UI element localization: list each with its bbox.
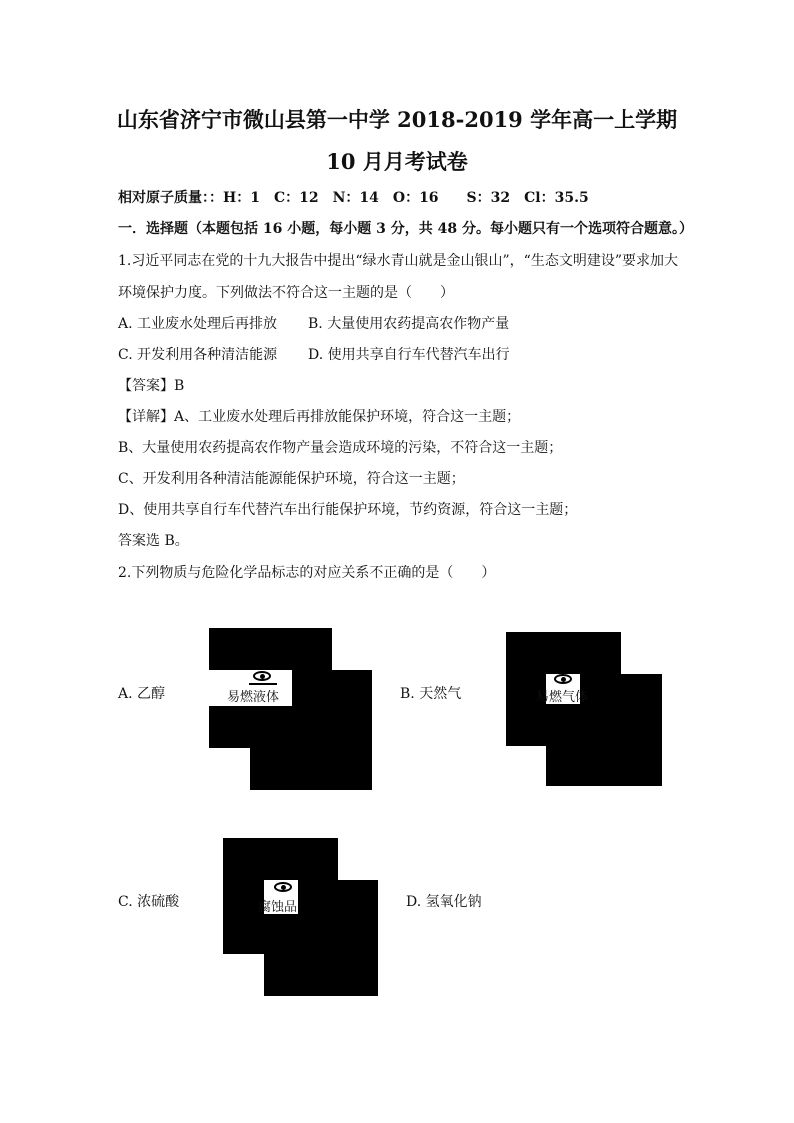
page-subtitle: 10 月月考试卷	[326, 149, 468, 174]
sign-c-label: 腐蚀品	[258, 900, 298, 915]
q1-explain-line4: D、使用共享自行车代替汽车出行能保护环境，节约资源，符合这一主题；	[118, 502, 578, 518]
atomic-mass-line: 相对原子质量：：H：1 C：12 N：14 O：16 S：32 Cl：35.5	[118, 190, 589, 206]
q2-option-c: C. 浓硫酸	[118, 894, 180, 910]
q1-stem-line1: 1.习近平同志在党的十九大报告中提出“绿水青山就是金山银山”，“生态文明建设”要求加大	[118, 253, 678, 269]
q1-option-c: C. 开发利用各种清洁能源	[118, 347, 278, 363]
q1-conclusion: 答案选 B。	[118, 533, 189, 549]
flame-icon	[253, 671, 271, 681]
q1-option-d: D. 使用共享自行车代替汽车出行	[308, 347, 510, 363]
flame-icon	[554, 674, 572, 684]
q1-explain-line1: 【详解】A、工业废水处理后再排放能保护环境，符合这一主题；	[118, 409, 521, 425]
sign-a-label: 易燃液体	[227, 690, 280, 705]
q1-explain-line3: C、开发利用各种清洁能源能保护环境，符合这一主题；	[118, 471, 465, 487]
page-title: 山东省济宁市微山县第一中学 2018-2019 学年高一上学期	[116, 107, 678, 132]
q2-option-d: D. 氢氧化钠	[406, 894, 482, 910]
sign-b-label: 易燃气体	[536, 690, 589, 705]
q1-stem-line2: 环境保护力度。下列做法不符合这一主题的是（ ）	[118, 285, 454, 301]
q1-option-a: A. 工业废水处理后再排放	[118, 316, 278, 332]
q2-stem: 2.下列物质与危险化学品标志的对应关系不正确的是（ ）	[118, 565, 496, 581]
section-heading: 一．选择题（本题包括 16 小题，每小题 3 分，共 48 分。每小题只有一个选项符合题意。）	[118, 221, 693, 237]
q2-option-b: B. 天然气	[400, 686, 462, 702]
q1-answer: 【答案】B	[118, 378, 185, 394]
q2-option-a: A. 乙醇	[118, 686, 166, 702]
corrosive-icon	[274, 882, 292, 892]
q1-option-b: B. 大量使用农药提高农作物产量	[308, 316, 510, 332]
q1-explain-line2: B、大量使用农药提高农作物产量会造成环境的污染，不符合这一主题；	[118, 440, 563, 456]
